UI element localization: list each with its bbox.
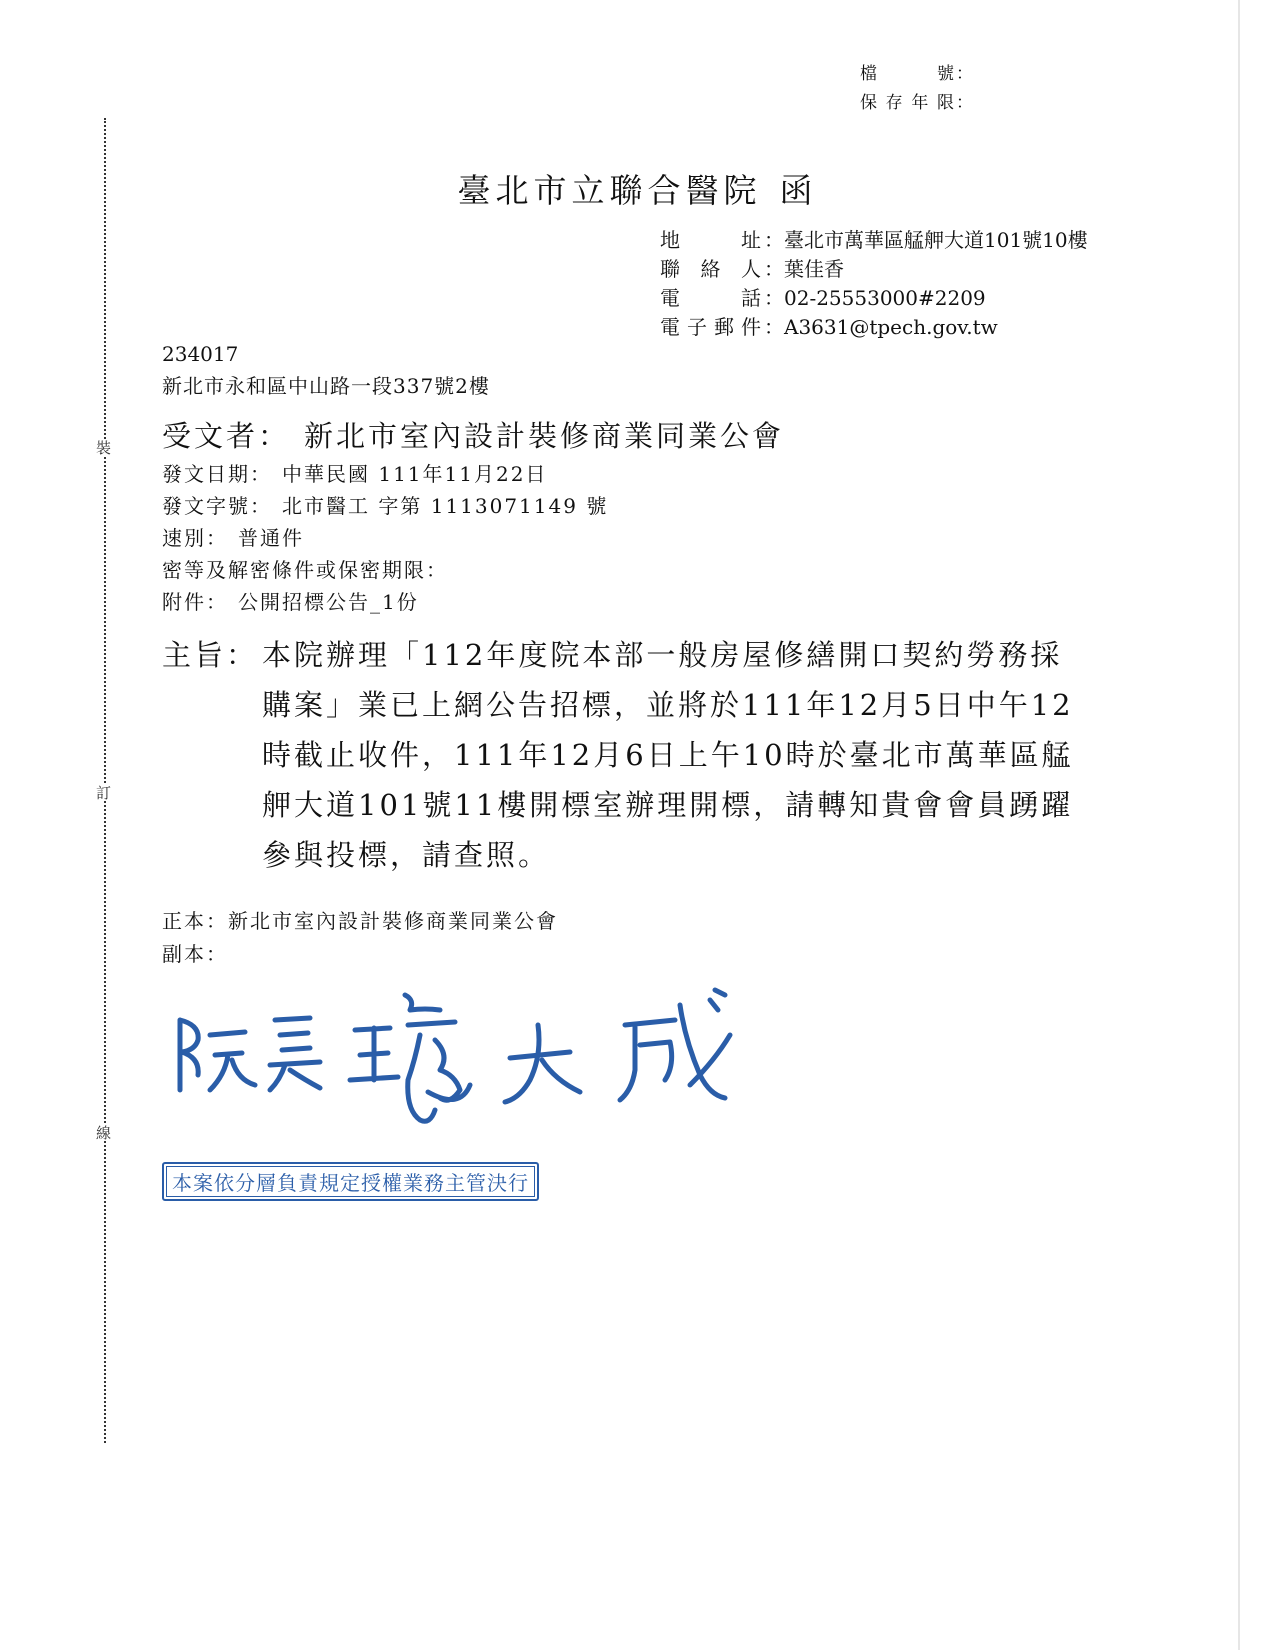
recipient-label: 受文者：: [162, 419, 291, 453]
file-no-colon: ：: [956, 64, 975, 84]
meta-label: 發文字號：: [162, 494, 272, 518]
meta-row-date: [162, 458, 608, 490]
contact-value: 葉佳香: [784, 257, 844, 281]
contact-label: 電 話: [660, 286, 764, 310]
meta-row-priority: [162, 522, 608, 554]
binding-mark-zhuang: 裝: [96, 439, 112, 457]
original-label: 正本：: [162, 909, 228, 933]
handwritten-signature: [170, 980, 770, 1150]
subject-line: 時截止收件，111年12月6日上午10時於臺北市萬華區艋: [262, 738, 1074, 772]
delegation-stamp: 本案依分層負責規定授權業務主管決行: [162, 1162, 539, 1201]
binding-mark-ding: 訂: [96, 784, 112, 802]
meta-label: 發文日期：: [162, 462, 272, 486]
meta-label: 速別：: [162, 526, 228, 550]
original-value: 新北市室內設計裝修商業同業公會: [228, 909, 558, 933]
file-no-label: 檔 號: [860, 64, 956, 84]
document-title: [0, 165, 1275, 212]
meta-row-classification: [162, 554, 608, 586]
binding-line: [104, 118, 106, 1443]
contact-label: 電子郵件: [660, 315, 764, 339]
recipient-address: 新北市永和區中山路一段337號2樓: [162, 374, 490, 398]
contact-label: 地 址: [660, 228, 764, 252]
meta-label: 附件：: [162, 590, 228, 614]
doc-kind: 函: [779, 171, 818, 210]
file-meta: [860, 60, 975, 118]
subject-line: 購案」業已上網公告招標，並將於111年12月5日中午12: [262, 688, 1074, 722]
subject-line: 本院辦理「112年度院本部一般房屋修繕開口契約勞務採: [262, 638, 1063, 672]
contact-block: [660, 226, 1088, 342]
dispatch-meta: [162, 458, 608, 618]
org-name: 臺北市立聯合醫院: [457, 171, 762, 210]
distribution-block: [162, 905, 558, 971]
contact-label: 聯 絡 人: [660, 257, 764, 281]
contact-phone-row: 電 話 ： 02-25553000#2209: [660, 284, 1088, 313]
subject-line: 參與投標，請查照。: [262, 838, 551, 872]
contact-value: A3631@tpech.gov.tw: [784, 315, 998, 339]
binding-mark-xian: 線: [96, 1124, 112, 1142]
subject-label: 主旨：: [162, 638, 259, 672]
subject-line: 舺大道101號11樓開標室辦理開標，請轉知貴會會員踴躍: [262, 788, 1074, 822]
contact-email-row: 電子郵件 ： A3631@tpech.gov.tw: [660, 313, 1088, 342]
meta-value: 普通件: [238, 526, 304, 550]
contact-person-row: 聯 絡 人 ： 葉佳香: [660, 255, 1088, 284]
meta-row-attachment: [162, 586, 608, 618]
recipient-line: [162, 414, 784, 455]
retention-label: 保存年限: [860, 93, 956, 113]
meta-value: 公開招標公告_1份: [238, 590, 419, 614]
contact-value: 02-25553000#2209: [784, 286, 986, 310]
recipient-zip: 234017: [162, 342, 239, 366]
meta-label: 密等及解密條件或保密期限：: [162, 558, 448, 582]
contact-address-row: 地 址 ： 臺北市萬華區艋舺大道101號10樓: [660, 226, 1088, 255]
meta-row-ref-no: [162, 490, 608, 522]
contact-value: 臺北市萬華區艋舺大道101號10樓: [784, 228, 1088, 252]
copy-recipient-row: [162, 938, 558, 971]
copy-label: 副本：: [162, 942, 228, 966]
meta-value: 中華民國 111年11月22日: [282, 462, 548, 486]
recipient-value: 新北市室內設計裝修商業同業公會: [304, 419, 785, 453]
meta-value: 北市醫工 字第 1113071149 號: [282, 494, 609, 518]
retention-colon: ：: [956, 93, 975, 113]
subject-body: [262, 630, 1262, 880]
original-recipient-row: [162, 905, 558, 938]
